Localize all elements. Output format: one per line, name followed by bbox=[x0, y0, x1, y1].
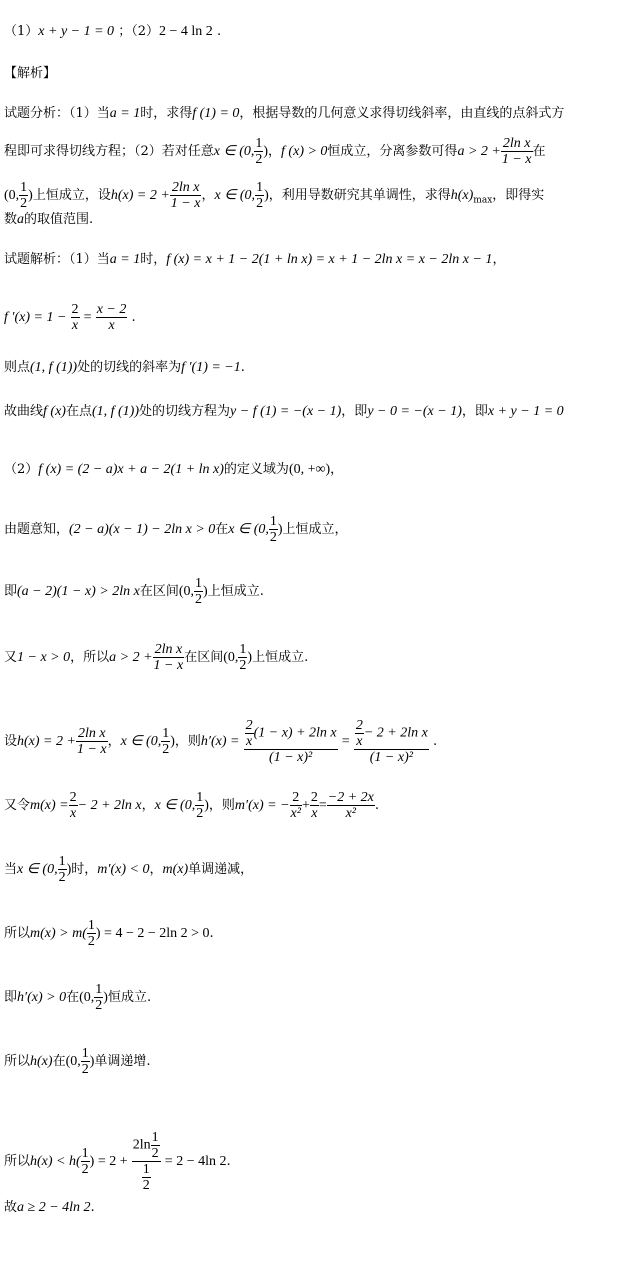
expr: x ∈ (0, bbox=[228, 522, 269, 537]
expr: m(x) bbox=[162, 862, 189, 877]
fraction-ln bbox=[170, 180, 202, 211]
solution-line-5 bbox=[4, 462, 343, 478]
text: ，即得实 bbox=[492, 188, 545, 203]
fraction-num: −2 + 2x bbox=[327, 790, 374, 805]
fraction-num: 1 bbox=[196, 790, 204, 805]
answer-part2-label: （2） bbox=[131, 24, 159, 39]
fraction bbox=[290, 790, 302, 821]
paren: ) bbox=[247, 650, 253, 665]
text: 所以 bbox=[4, 926, 31, 941]
text: 恒成立，分离参数可得 bbox=[327, 144, 458, 159]
text: 单调递增. bbox=[94, 1054, 151, 1069]
fraction-half bbox=[161, 726, 170, 757]
expr: a ≥ 2 − 4ln 2 bbox=[17, 1200, 91, 1215]
text: 即 bbox=[4, 990, 18, 1005]
solution-line-11 bbox=[4, 854, 253, 885]
solution-line-13 bbox=[4, 982, 151, 1013]
fraction-half bbox=[195, 790, 204, 821]
paren: ) bbox=[89, 1054, 95, 1069]
period: . bbox=[90, 1200, 95, 1215]
fraction-den: 2 bbox=[256, 196, 264, 211]
text: ，利用导数研究其单调性，求得 bbox=[268, 188, 451, 203]
expr: (0, bbox=[65, 1054, 81, 1069]
text: 则点 bbox=[4, 360, 31, 375]
expr: m′(x) < 0 bbox=[97, 862, 150, 877]
text: 程即可求得切线方程；（2）若对任意 bbox=[4, 144, 214, 159]
fraction-den: 2 bbox=[239, 658, 247, 673]
period: . bbox=[216, 24, 222, 39]
text: 处的切线的斜率为 bbox=[77, 360, 182, 375]
expr: − 2 + 2ln x bbox=[77, 798, 142, 813]
solution-line-2 bbox=[4, 302, 136, 333]
text: 时， bbox=[140, 252, 167, 267]
equals: = bbox=[341, 734, 350, 749]
comma: ， bbox=[149, 862, 163, 877]
text: ，所以 bbox=[70, 650, 110, 665]
text: 处的切线方程为 bbox=[139, 404, 231, 419]
equals: = bbox=[318, 798, 327, 813]
fraction-half bbox=[254, 136, 263, 167]
text: 当 bbox=[4, 862, 18, 877]
comma: ， bbox=[330, 462, 344, 477]
fraction-den: x bbox=[108, 318, 115, 333]
fraction-half bbox=[142, 1162, 151, 1193]
expr-a-eq-1: a = 1 bbox=[109, 106, 141, 121]
paren: ) bbox=[28, 188, 33, 203]
text: ，即 bbox=[461, 404, 488, 419]
expr: m′(x) = − bbox=[234, 798, 290, 813]
solution-line-15 bbox=[4, 1130, 231, 1193]
fraction-num: 1 bbox=[20, 180, 28, 195]
fraction bbox=[310, 790, 319, 821]
fraction-den: 2 bbox=[162, 742, 170, 757]
fraction-num: x − 2 bbox=[96, 302, 127, 317]
paren: ) bbox=[277, 522, 283, 537]
expr: (0, bbox=[223, 650, 239, 665]
text: 上恒成立. bbox=[252, 650, 309, 665]
period: . bbox=[240, 360, 245, 375]
expr: f ′(x) = 1 − bbox=[4, 310, 67, 325]
fraction-num: 1 bbox=[142, 1162, 150, 1177]
expr: m(x) > m( bbox=[30, 926, 87, 941]
comma: ， bbox=[141, 798, 155, 813]
analysis-line-3 bbox=[4, 180, 544, 211]
separator: ； bbox=[118, 24, 132, 39]
fraction-den: 1 − x bbox=[153, 658, 184, 673]
text: 由题意知， bbox=[4, 522, 70, 537]
text: 在 bbox=[66, 990, 80, 1005]
fraction-half bbox=[58, 854, 67, 885]
fraction-num: 1 bbox=[239, 642, 247, 657]
text: 上恒成立， bbox=[282, 522, 348, 537]
answer-line bbox=[4, 24, 221, 40]
expr: a > 2 + bbox=[109, 650, 153, 665]
fraction-num: 2 bbox=[310, 790, 318, 805]
fraction-num: 2ln x bbox=[501, 136, 533, 152]
fraction-den: (1 − x)² bbox=[269, 750, 313, 765]
comma: ， bbox=[107, 734, 121, 749]
expr: ) = 2 + bbox=[89, 1154, 128, 1169]
text: 又 bbox=[4, 650, 18, 665]
answer-part1-label: （1） bbox=[4, 24, 39, 39]
text: 单调递减， bbox=[188, 862, 254, 877]
fraction-den: x bbox=[70, 806, 77, 821]
fraction-num: 2ln x bbox=[76, 726, 108, 742]
text: 时， bbox=[71, 862, 98, 877]
comma: ， bbox=[201, 188, 215, 203]
paren: ) bbox=[264, 188, 269, 203]
fraction-half bbox=[87, 918, 96, 949]
fraction-den: x² bbox=[345, 806, 357, 821]
expr: (1, f (1)) bbox=[91, 404, 140, 419]
expr: m(x) = bbox=[30, 798, 69, 813]
fraction-den: 2 bbox=[95, 998, 103, 1013]
fraction-num: 1 bbox=[256, 180, 264, 195]
expr-f-pos: f (x) > 0 bbox=[281, 144, 328, 159]
expr: x ∈ (0, bbox=[154, 798, 196, 813]
fraction bbox=[69, 790, 78, 821]
fraction-num bbox=[354, 718, 429, 750]
expr: f ′(1) = −1 bbox=[181, 360, 241, 375]
fraction bbox=[327, 790, 375, 821]
text: 试题解析：（1）当 bbox=[4, 252, 110, 267]
fraction-half bbox=[194, 576, 203, 607]
answer-part1-expr: x + y − 1 = 0 bbox=[38, 24, 115, 39]
text: 的定义域为 bbox=[223, 462, 289, 477]
fraction-den: x bbox=[356, 734, 363, 749]
text: 时，求得 bbox=[140, 106, 193, 121]
fraction-num: 2 bbox=[245, 718, 253, 733]
text: 设 bbox=[4, 734, 18, 749]
period: . bbox=[432, 734, 438, 749]
expr: f (x) = x + 1 − 2(1 + ln x) = x + 1 − 2ln x = x − 2ln x − 1 bbox=[166, 252, 493, 267]
solution-line-12 bbox=[4, 918, 214, 949]
solution-line-9 bbox=[4, 718, 437, 765]
text: 在 bbox=[532, 144, 546, 159]
fraction-den: x bbox=[246, 734, 253, 749]
fraction-num: 2ln x bbox=[170, 180, 202, 196]
solution-line-6 bbox=[4, 514, 348, 545]
expr: h(x) < h( bbox=[30, 1154, 81, 1169]
text: 在区间 bbox=[184, 650, 224, 665]
period: . bbox=[209, 926, 214, 941]
fraction-derivative-1 bbox=[244, 718, 338, 765]
section-title: 【解析】 bbox=[4, 66, 57, 81]
fraction-half bbox=[81, 1046, 90, 1077]
solution-line-1 bbox=[4, 252, 505, 268]
fraction-num: 1 bbox=[81, 1146, 89, 1161]
paren: ) bbox=[103, 990, 108, 1005]
fraction-num: 1 bbox=[195, 576, 203, 591]
expr: h(x) = 2 + bbox=[17, 734, 76, 749]
fraction-den: 1 − x bbox=[76, 742, 107, 757]
fraction-den bbox=[132, 1162, 161, 1193]
fraction-den: x bbox=[311, 806, 318, 821]
fraction-den: x² bbox=[290, 806, 301, 821]
fraction-den: (1 − x)² bbox=[369, 750, 413, 765]
expr: 2ln bbox=[132, 1137, 151, 1153]
fraction-den: 2 bbox=[81, 1062, 89, 1077]
fraction-ln bbox=[76, 726, 108, 757]
expr: f (x) = (2 − a)x + a − 2(1 + ln x) bbox=[38, 462, 224, 477]
analysis-line-4 bbox=[4, 212, 93, 228]
expr-x-in: x ∈ (0, bbox=[213, 144, 255, 159]
fraction-half bbox=[151, 1130, 160, 1161]
expr: ) = 4 − 2 − 2ln 2 > 0 bbox=[95, 926, 210, 941]
fraction-derivative-2 bbox=[354, 718, 429, 765]
text: 所以 bbox=[4, 1154, 31, 1169]
fraction-den: 1 − x bbox=[501, 152, 532, 167]
expr: x ∈ (0, bbox=[120, 734, 162, 749]
paren: ) bbox=[263, 144, 269, 159]
fraction-den: 2 bbox=[58, 870, 66, 885]
text: 在点 bbox=[65, 404, 92, 419]
text: 所以 bbox=[4, 1054, 31, 1069]
fraction-ln bbox=[153, 642, 185, 673]
fraction-num: 1 bbox=[58, 854, 66, 869]
var-a: a bbox=[17, 212, 25, 227]
fraction-ln bbox=[501, 136, 533, 167]
period: . bbox=[374, 798, 379, 813]
text: 故 bbox=[4, 1200, 18, 1215]
expr: (0, bbox=[178, 584, 195, 599]
fraction-den: 2 bbox=[196, 806, 204, 821]
fraction-num: 1 bbox=[269, 514, 277, 529]
fraction-den: x bbox=[71, 318, 79, 333]
expr: y − 0 = −(x − 1) bbox=[367, 404, 462, 419]
fraction-num: 1 bbox=[162, 726, 170, 741]
solution-line-3 bbox=[4, 360, 245, 376]
fraction bbox=[96, 302, 128, 333]
expr: (0, +∞) bbox=[288, 462, 331, 477]
comma: ， bbox=[492, 252, 506, 267]
text: 在 bbox=[52, 1054, 66, 1069]
expr-hmax: h(x) bbox=[450, 188, 474, 203]
fraction bbox=[71, 302, 80, 333]
analysis-line-2 bbox=[4, 136, 546, 167]
answer-part2-expr: 2 − 4 ln 2 bbox=[159, 24, 213, 39]
subscript-max: max bbox=[473, 195, 493, 206]
fraction-den: 1 − x bbox=[170, 196, 201, 211]
fraction-half bbox=[81, 1146, 90, 1177]
expr-f1-zero: f (1) = 0 bbox=[192, 106, 240, 121]
fraction-num: 1 bbox=[151, 1130, 159, 1145]
fraction-num: 1 bbox=[87, 918, 95, 933]
fraction-num: 1 bbox=[95, 982, 103, 997]
fraction-den: 2 bbox=[255, 152, 263, 167]
fraction-den: 2 bbox=[195, 592, 203, 607]
solution-line-16 bbox=[4, 1200, 95, 1216]
paren: ) bbox=[203, 584, 208, 599]
expr: (a − 2)(1 − x) > 2ln x bbox=[17, 584, 140, 599]
text: 在区间 bbox=[139, 584, 179, 599]
period: . bbox=[131, 310, 136, 325]
expr: x + y − 1 = 0 bbox=[487, 404, 564, 419]
fraction-num: 1 bbox=[81, 1046, 89, 1061]
expr: h′(x) = bbox=[200, 734, 240, 749]
fraction-2-over-x bbox=[355, 718, 364, 749]
period: . bbox=[226, 1154, 231, 1169]
text: 即 bbox=[4, 584, 18, 599]
text: ，根据导数的几何意义求得切线斜率，由直线的点斜式方 bbox=[239, 106, 565, 121]
solution-line-8 bbox=[4, 642, 308, 673]
text: 上恒成立. bbox=[207, 584, 264, 599]
expr-a-gt: a > 2 + bbox=[457, 144, 501, 159]
expr: 1 − x > 0 bbox=[17, 650, 71, 665]
fraction-num bbox=[244, 718, 338, 750]
expr: a = 1 bbox=[109, 252, 141, 267]
expr: − 2 + 2ln x bbox=[363, 725, 428, 741]
text: ，即 bbox=[341, 404, 368, 419]
text: 在 bbox=[215, 522, 229, 537]
plus: + bbox=[301, 798, 310, 813]
fraction-den: 2 bbox=[151, 1146, 159, 1161]
text: （2） bbox=[4, 462, 39, 477]
fraction-den: 2 bbox=[81, 1162, 89, 1177]
expr: (1, f (1)) bbox=[30, 360, 78, 375]
expr: = 2 − 4ln 2 bbox=[164, 1154, 227, 1169]
solution-line-10 bbox=[4, 790, 379, 821]
expr-interval: (0, bbox=[4, 188, 20, 203]
text: 的取值范围. bbox=[24, 212, 94, 227]
equals: = bbox=[83, 310, 92, 325]
text: 又令 bbox=[4, 798, 31, 813]
text: ，则 bbox=[174, 734, 201, 749]
text: 恒成立. bbox=[107, 990, 152, 1005]
text: 数 bbox=[4, 212, 18, 227]
fraction-num: 2 bbox=[69, 790, 77, 805]
fraction-den: 2 bbox=[87, 934, 95, 949]
fraction-big bbox=[132, 1130, 161, 1193]
solution-line-14 bbox=[4, 1046, 151, 1077]
fraction-den: 2 bbox=[20, 196, 28, 211]
text: 上恒成立，设 bbox=[32, 188, 111, 203]
fraction-num: 2ln x bbox=[153, 642, 185, 658]
paren: ) bbox=[170, 734, 175, 749]
expr: y − f (1) = −(x − 1) bbox=[230, 404, 342, 419]
expr: (2 − a)(x − 1) − 2ln x > 0 bbox=[69, 522, 216, 537]
fraction-half bbox=[94, 982, 103, 1013]
paren: ) bbox=[204, 798, 209, 813]
expr: f (x) bbox=[43, 404, 66, 419]
expr: (0, bbox=[79, 990, 95, 1005]
fraction-half bbox=[269, 514, 278, 545]
fraction-num: 2 bbox=[355, 718, 363, 733]
solution-line-7 bbox=[4, 576, 264, 607]
fraction-2-over-x bbox=[245, 718, 254, 749]
fraction-num: 2 bbox=[290, 790, 302, 806]
expr-h-def: h(x) = 2 + bbox=[110, 188, 170, 203]
fraction-num bbox=[132, 1130, 161, 1162]
expr: (1 − x) + 2ln x bbox=[253, 725, 337, 741]
fraction-den: 2 bbox=[269, 530, 277, 545]
fraction-half bbox=[19, 180, 28, 211]
analysis-lead: 试题分析：（1）当 bbox=[4, 106, 110, 121]
analysis-line-1 bbox=[4, 106, 564, 122]
expr: x ∈ (0, bbox=[17, 862, 58, 877]
fraction-half bbox=[255, 180, 264, 211]
fraction-num: 1 bbox=[255, 136, 263, 151]
expr-x-in: x ∈ (0, bbox=[214, 188, 256, 203]
fraction-den: 2 bbox=[142, 1178, 150, 1193]
text: ，则 bbox=[208, 798, 235, 813]
solution-line-4 bbox=[4, 404, 564, 420]
comma: ， bbox=[268, 144, 282, 159]
expr: h(x) bbox=[30, 1054, 53, 1069]
paren: ) bbox=[66, 862, 72, 877]
text: 故曲线 bbox=[4, 404, 44, 419]
fraction-num: 2 bbox=[71, 302, 79, 317]
expr: h′(x) > 0 bbox=[17, 990, 67, 1005]
